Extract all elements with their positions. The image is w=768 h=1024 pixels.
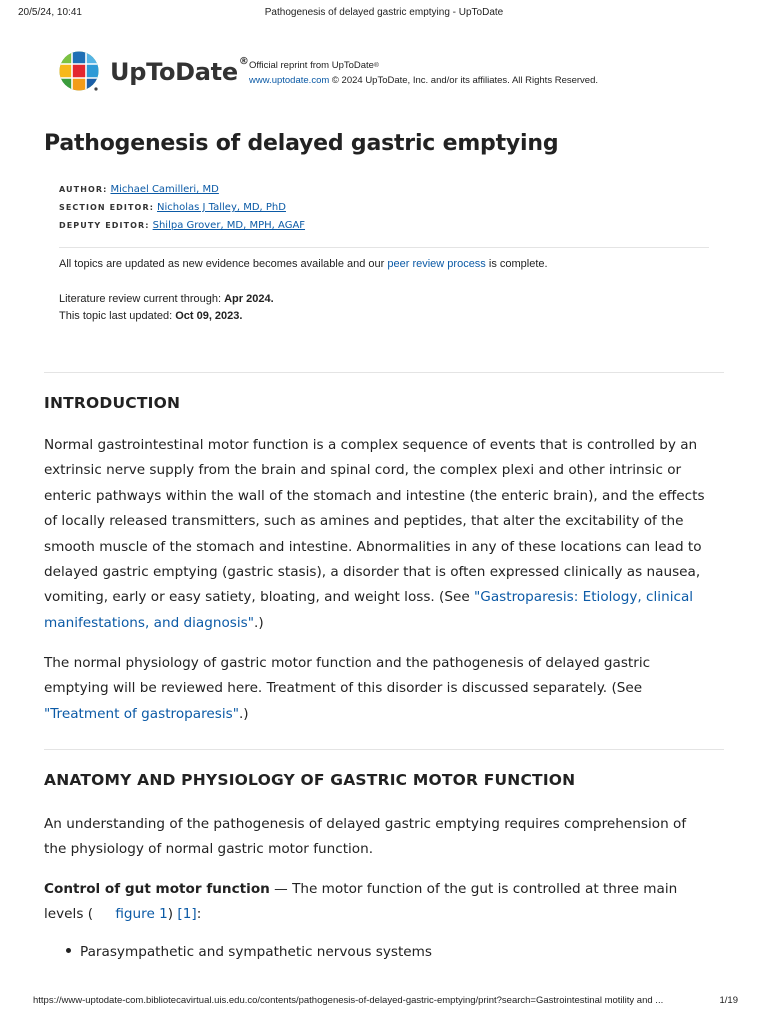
print-footer [0, 992, 768, 1012]
section-editor-link[interactable]: Nicholas J Talley, MD, PhD [157, 202, 286, 213]
brand-name: UpToDate® [110, 56, 249, 86]
page-title: Pathogenesis of delayed gastric emptying [44, 131, 559, 156]
gastroparesis-etiology-link-cont[interactable]: manifestations, and diagnosis" [44, 614, 255, 631]
control-gut-motor-paragraph: Control of gut motor function — The motor function of the gut is controlled at three main levels ( figure 1) [1]: [44, 881, 678, 923]
divider [44, 372, 724, 373]
deputy-editor-link[interactable]: Shilpa Grover, MD, MPH, AGAF [152, 220, 306, 231]
lit-review-date: Apr 2024. [224, 293, 274, 305]
print-url: https://www-uptodate-com.bibliotecavirtual.uis.edu.co/contents/pathogenesis-of-delayed-gastric-emptying/print?search=Gastrointestinal motility and ... [33, 995, 664, 1006]
list-item: Parasympathetic and sympathetic nervous systems [66, 944, 432, 960]
review-dates [59, 291, 274, 325]
uptodate-globe-icon [58, 50, 100, 92]
figure-1-link[interactable]: figure 1 [115, 906, 168, 923]
section-heading-anatomy: ANATOMY AND PHYSIOLOGY OF GASTRIC MOTOR FUNCTION [44, 771, 576, 789]
deputy-editor-label: DEPUTY EDITOR: [59, 221, 150, 230]
intro-paragraph-2: The normal physiology of gastric motor function and the pathogenesis of delayed gastric emptying will be reviewed here. Treatment of this disorder is discussed separately. (See "Treatment of gastroparesis".) [44, 655, 651, 722]
section-heading-introduction: INTRODUCTION [44, 394, 181, 412]
reference-1-link[interactable]: [1] [177, 906, 197, 923]
peer-review-link[interactable]: peer review process [387, 258, 486, 270]
update-notice: All topics are updated as new evidence becomes available and our peer review process is complete. [59, 258, 548, 270]
contributors [59, 181, 305, 235]
print-header [0, 0, 768, 22]
reprint-line: Official reprint from UpToDate [249, 60, 374, 71]
divider [44, 749, 724, 750]
print-datetime: 20/5/24, 10:41 [18, 7, 82, 18]
intro-paragraph-1: Normal gastrointestinal motor function is a complex sequence of events that is controlled by an extrinsic nerve supply from the brain and spinal cord, the complex plexi and other intrinsic or enteric pathways within the wall of the stomach and intestine (the enteric brain), and the effects of locally released transmitters, such as amines and peptides, that alter the excitability of the smooth muscle of the stomach and intestine. Abnormalities in any of these locations can lead to delayed gastric emptying (gastric stasis), a disorder that is often expressed clinically as nausea, vomiting, early or easy satiety, bloating, and weight loss. (See "Gastroparesis: Etiology, clinical manifestations, and diagnosis".) [44, 437, 705, 631]
last-updated-date: Oct 09, 2023. [175, 310, 243, 322]
author-label: AUTHOR: [59, 185, 108, 194]
author-link[interactable]: Michael Camilleri, MD [110, 184, 219, 195]
reprint-notice: Official reprint from UpToDate® www.uptodate.com © 2024 UpToDate, Inc. and/or its affiliates. All Rights Reserved. [249, 60, 599, 86]
gastroparesis-etiology-link[interactable]: "Gastroparesis: Etiology, clinical [474, 589, 694, 606]
print-page-number: 1/19 [719, 995, 738, 1006]
section-editor-label: SECTION EDITOR: [59, 203, 155, 212]
print-page-title: Pathogenesis of delayed gastric emptying - UpToDate [264, 7, 504, 18]
treatment-gastroparesis-link[interactable]: "Treatment of gastroparesis" [44, 705, 239, 722]
last-updated-label: This topic last updated: [59, 310, 176, 322]
uptodate-site-link[interactable]: www.uptodate.com [249, 75, 330, 86]
subheading-control-gut-motor: Control of gut motor function [44, 881, 270, 897]
anatomy-paragraph-1: An understanding of the pathogenesis of delayed gastric emptying requires comprehension of the physiology of normal gastric motor function. [44, 816, 687, 858]
divider [59, 247, 709, 248]
copyright-text: © 2024 UpToDate, Inc. and/or its affiliates. All Rights Reserved. [329, 75, 599, 86]
bullet-icon [66, 948, 71, 953]
lit-review-label: Literature review current through: [59, 293, 225, 305]
